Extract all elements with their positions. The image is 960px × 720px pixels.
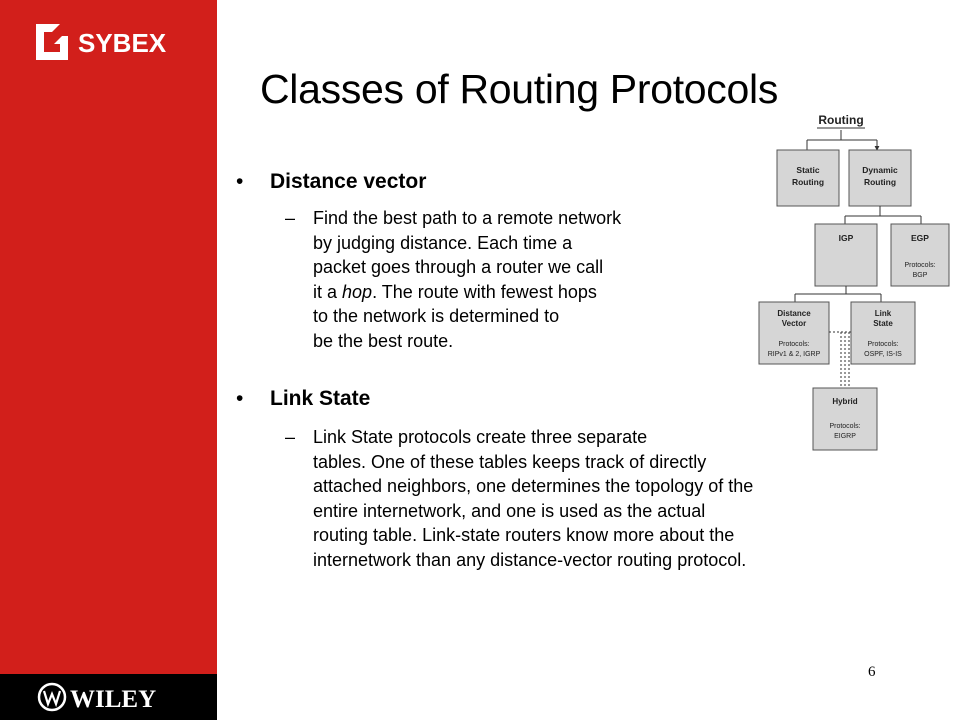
dynamic-label-2: Routing <box>863 177 897 187</box>
sybex-logo <box>30 18 200 66</box>
bullet-heading: Distance vector <box>270 170 427 193</box>
slide-title: Classes of Routing Protocols <box>260 66 779 112</box>
ls-label-1: Link <box>874 309 892 318</box>
bullet-link-state <box>236 387 370 411</box>
egp-protocols-2: BGP <box>912 272 928 279</box>
text-line: packet goes through a router we call <box>313 257 604 278</box>
dash-symbol: – <box>285 427 296 447</box>
static-label-1: Static <box>796 165 820 175</box>
bullet-symbol: • <box>236 170 244 193</box>
sybex-logo-text: SYBEX <box>78 28 167 58</box>
wiley-logo-text: WILEY <box>70 686 157 713</box>
text-line: Find the best path to a remote network <box>313 208 622 228</box>
text-span: it a <box>313 281 343 302</box>
text-line <box>313 280 621 305</box>
diagram-root-label: Routing <box>818 113 864 127</box>
bullet-distance-vector <box>236 170 426 194</box>
routing-classes-diagram <box>755 110 955 460</box>
dynamic-label-1: Dynamic <box>862 165 898 175</box>
bullet-symbol: • <box>236 387 244 410</box>
text-line: attached neighbors, one determines the topology of the <box>313 476 754 497</box>
dv-protocols-1: Protocols: <box>778 341 810 348</box>
bullet-heading: Link State <box>270 387 371 410</box>
hybrid-protocols-2: EIGRP <box>834 433 856 440</box>
hop-term: hop <box>342 281 373 302</box>
ls-protocols-2: OSPF, IS-IS <box>864 351 902 358</box>
page-number: 6 <box>868 664 876 680</box>
egp-label: EGP <box>911 233 929 243</box>
text-line: entire internetwork, and one is used as the actual <box>313 500 706 521</box>
ls-label-2: State <box>873 319 893 328</box>
wiley-logo <box>36 680 186 714</box>
text-line: routing table. Link-state routers know more about the <box>313 525 735 546</box>
dash-symbol: – <box>285 208 296 228</box>
dv-label-1: Distance <box>777 309 811 318</box>
sidebar <box>0 0 217 720</box>
dv-protocols-2: RIPv1 & 2, IGRP <box>767 351 821 358</box>
hybrid-protocols-1: Protocols: <box>829 423 861 430</box>
igp-label: IGP <box>838 233 854 243</box>
wiley-bar <box>0 674 217 720</box>
text-line: by judging distance. Each time a <box>313 232 573 253</box>
text-line: to the network is determined to <box>313 306 560 327</box>
sybex-logo-mark <box>36 24 68 60</box>
text-line: tables. One of these tables keeps track of directly <box>313 451 707 472</box>
egp-protocols-1: Protocols: <box>904 262 936 269</box>
text-line: Link State protocols create three separate <box>313 427 648 447</box>
hybrid-label: Hybrid <box>832 397 858 406</box>
static-label-2: Routing <box>791 177 825 187</box>
dv-label-2: Vector <box>781 319 807 328</box>
ls-protocols-1: Protocols: <box>867 341 899 348</box>
text-span: . The route with fewest hops <box>372 281 597 302</box>
text-line: be the best route. <box>313 330 454 351</box>
text-line: internetwork than any distance-vector routing protocol. <box>313 549 747 570</box>
